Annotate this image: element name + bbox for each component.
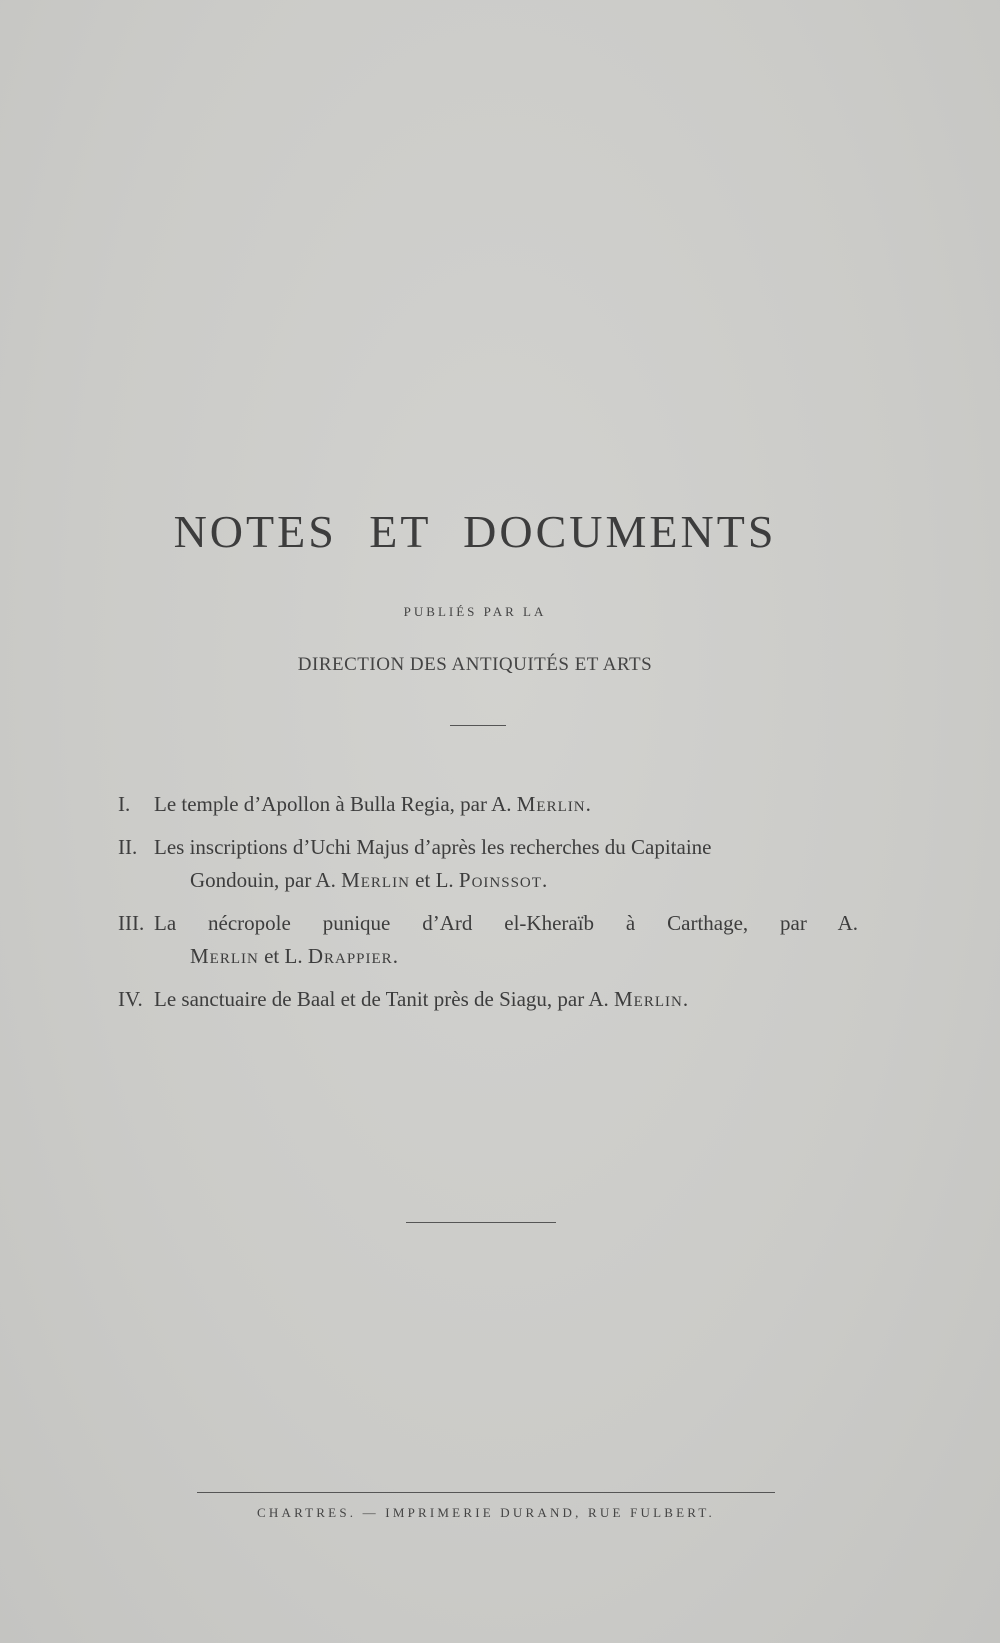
- toc-entry-2: [118, 831, 858, 897]
- toc-entry-1: [118, 788, 858, 821]
- table-of-contents: [118, 788, 858, 1026]
- divider-middle: [406, 1222, 556, 1223]
- toc-entry-text: Les inscriptions d’Uchi Majus d’après les recherches du Capitaine: [154, 835, 712, 859]
- toc-entry-author: Merlin: [613, 987, 683, 1011]
- divider-imprint: [197, 1492, 775, 1493]
- toc-entry-end: .: [541, 868, 548, 892]
- printer-imprint: CHARTRES. — IMPRIMERIE DURAND, RUE FULBERT.: [257, 1505, 715, 1520]
- toc-entry-number: III.: [118, 911, 145, 935]
- toc-entry-author: Merlin: [190, 944, 259, 968]
- toc-entry-4: [118, 983, 858, 1016]
- toc-entry-number: II.: [118, 835, 138, 859]
- publisher-prefix: PUBLIÉS PAR LA: [403, 604, 547, 619]
- toc-entry-mid: et L.: [258, 944, 308, 968]
- toc-entry-text-line2: Gondouin, par A.: [190, 868, 342, 892]
- page-title: NOTES ET DOCUMENTS: [173, 506, 777, 557]
- toc-entry-author: Merlin: [516, 792, 586, 816]
- toc-entry-mid: et L.: [409, 868, 459, 892]
- toc-entry-number: I.: [118, 792, 131, 816]
- toc-entry-author: Poinssot: [458, 868, 542, 892]
- toc-entry-text: Le sanctuaire de Baal et de Tanit près de Siagu, par A.: [154, 987, 614, 1011]
- divider-short: [450, 725, 506, 726]
- toc-entry-end: .: [585, 792, 591, 816]
- toc-entry-number: IV.: [118, 987, 143, 1011]
- toc-entry-end: .: [682, 987, 689, 1011]
- toc-entry-author: Drappier: [307, 944, 393, 968]
- toc-entry-text: Le temple d’Apollon à Bulla Regia, par A.: [154, 792, 517, 816]
- toc-entry-end: .: [392, 944, 398, 968]
- toc-entry-text: La nécropole punique d’Ard el-Kheraïb à Carthage, par A.: [154, 911, 858, 935]
- toc-entry-3: [118, 907, 858, 973]
- toc-entry-author: Merlin: [341, 868, 410, 892]
- publisher-name: DIRECTION DES ANTIQUITÉS ET ARTS: [297, 654, 653, 675]
